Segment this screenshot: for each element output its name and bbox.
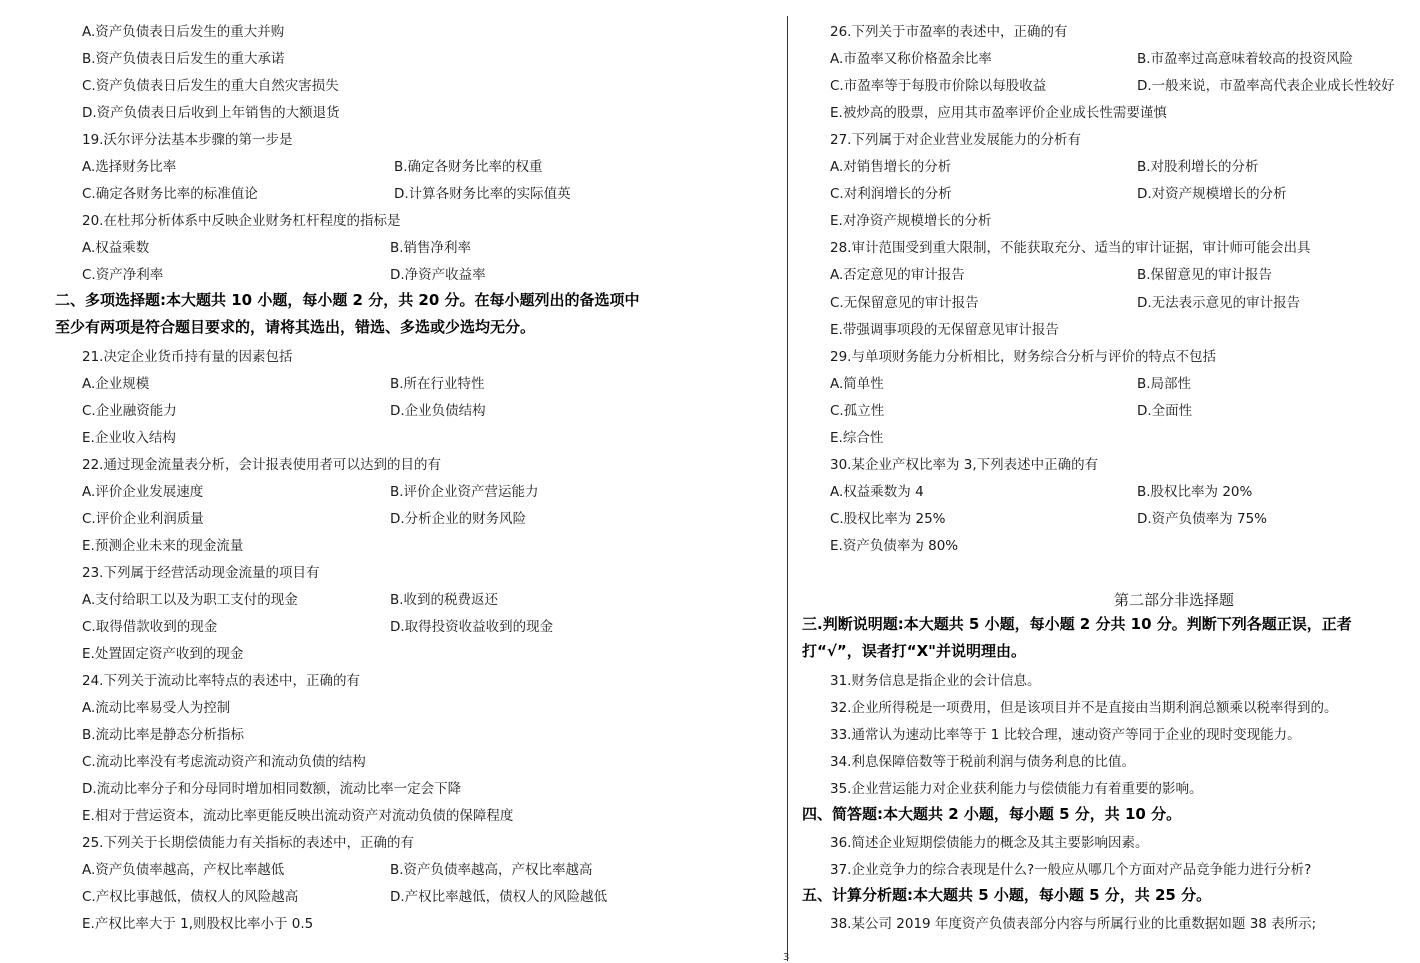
q24-option-d: D.流动比率分子和分母同时增加相同数额，流动比率一定会下降 — [82, 781, 462, 797]
q25-option-d: D.产权比率越低，债权人的风险越低 — [390, 889, 608, 905]
q20-option-b: B.销售净利率 — [390, 240, 472, 256]
page-number: 3 — [783, 952, 790, 963]
q21-option-a: A.企业规模 — [82, 376, 150, 392]
q22-option-c: C.评价企业利润质量 — [82, 511, 204, 527]
q29-option-a: A.简单性 — [830, 376, 884, 392]
question-20: 20.在杜邦分析体系中反映企业财务杠杆程度的指标是 — [82, 213, 401, 229]
q25-option-a: A.资产负债率越高，产权比率越低 — [82, 862, 285, 878]
q19-option-c: C.确定各财务比率的标准值论 — [82, 186, 258, 202]
column-divider — [787, 16, 788, 961]
q23-option-d: D.取得投资收益收到的现金 — [390, 619, 554, 635]
q23-option-c: C.取得借款收到的现金 — [82, 619, 218, 635]
q28-option-a: A.否定意见的审计报告 — [830, 267, 965, 283]
q27-option-d: D.对资产规模增长的分析 — [1137, 186, 1287, 202]
q18-option-c: C.资产负债表日后发生的重大自然灾害损失 — [82, 78, 339, 94]
section-2-heading-line2: 至少有两项是符合题目要求的，请将其选出，错选、多选或少选均无分。 — [55, 318, 536, 336]
q30-option-b: B.股权比率为 20% — [1137, 484, 1253, 500]
q23-option-b: B.收到的税费返还 — [390, 592, 499, 608]
q22-option-d: D.分析企业的财务风险 — [390, 511, 527, 527]
section-5-heading: 五、计算分析题:本大题共 5 小题，每小题 5 分，共 25 分。 — [802, 886, 1212, 904]
q30-option-e: E.资产负债率为 80% — [830, 538, 959, 554]
q25-option-c: C.产权比事越低，债权人的风险越高 — [82, 889, 299, 905]
question-23: 23.下列属于经营活动现金流量的项目有 — [82, 565, 320, 581]
question-27: 27.下列属于对企业营业发展能力的分析有 — [830, 132, 1081, 148]
q25-option-e: E.产权比率大于 1,则股权比率小于 0.5 — [82, 916, 314, 932]
q24-option-e: E.相对于营运资本，流动比率更能反映出流动资产对流动负债的保障程度 — [82, 808, 514, 824]
q23-option-a: A.支付给职工以及为职工支付的现金 — [82, 592, 298, 608]
q27-option-c: C.对利润增长的分析 — [830, 186, 952, 202]
q28-option-c: C.无保留意见的审计报告 — [830, 295, 979, 311]
q28-option-d: D.无法表示意见的审计报告 — [1137, 295, 1301, 311]
q24-option-c: C.流动比率没有考虑流动资产和流动负债的结构 — [82, 754, 366, 770]
q19-option-d: D.计算各财务比率的实际值英 — [394, 186, 571, 202]
q27-option-b: B.对股利增长的分析 — [1137, 159, 1259, 175]
question-24: 24.下列关于流动比率特点的表述中，正确的有 — [82, 673, 360, 689]
q18-option-b: B.资产负债表日后发生的重大承诺 — [82, 51, 285, 67]
q26-option-e: E.被炒高的股票，应用其市盈率评价企业成长性需要谨慎 — [830, 105, 1167, 121]
question-25: 25.下列关于长期偿债能力有关指标的表述中，正确的有 — [82, 835, 414, 851]
q20-option-c: C.资产净利率 — [82, 267, 164, 283]
q26-option-b: B.市盈率过高意味着较高的投资风险 — [1137, 51, 1354, 67]
q24-option-b: B.流动比率是静态分析指标 — [82, 727, 245, 743]
question-38: 38.某公司 2019 年度资产负债表部分内容与所属行业的比重数据如题 38 表所示; — [830, 916, 1317, 932]
q30-option-c: C.股权比率为 25% — [830, 511, 946, 527]
q28-option-e: E.带强调事项段的无保留意见审计报告 — [830, 322, 1059, 338]
section-3-heading-line2: 打“√”，误者打“X"并说明理由。 — [802, 642, 1026, 660]
q19-option-b: B.确定各财务比率的权重 — [394, 159, 543, 175]
q22-option-a: A.评价企业发展速度 — [82, 484, 204, 500]
question-35: 35.企业营运能力对企业获利能力与偿债能力有着重要的影响。 — [830, 781, 1203, 797]
q27-option-a: A.对销售增长的分析 — [830, 159, 952, 175]
question-32: 32.企业所得税是一项费用，但是该项目并不是直接由当期利润总额乘以税率得到的。 — [830, 700, 1338, 716]
question-33: 33.通常认为速动比率等于 1 比较合理，速动资产等同于企业的现时变现能力。 — [830, 727, 1301, 743]
q23-option-e: E.处置固定资产收到的现金 — [82, 646, 244, 662]
question-36: 36.简述企业短期偿债能力的概念及其主要影响因素。 — [830, 835, 1149, 851]
q21-option-e: E.企业收入结构 — [82, 430, 176, 446]
q21-option-c: C.企业融资能力 — [82, 403, 177, 419]
question-37: 37.企业竞争力的综合表现是什么?一般应从哪几个方面对产品竞争能力进行分析? — [830, 862, 1312, 878]
q18-option-d: D.资产负债表日后收到上年销售的大额退货 — [82, 105, 340, 121]
q22-option-b: B.评价企业资产营运能力 — [390, 484, 539, 500]
q25-option-b: B.资产负债率越高，产权比率越高 — [390, 862, 593, 878]
q21-option-b: B.所在行业特性 — [390, 376, 485, 392]
section-4-heading: 四、简答题:本大题共 2 小题，每小题 5 分，共 10 分。 — [802, 805, 1182, 823]
q30-option-d: D.资产负债率为 75% — [1137, 511, 1267, 527]
question-19: 19.沃尔评分法基本步骤的第一步是 — [82, 132, 293, 148]
q29-option-b: B.局部性 — [1137, 376, 1192, 392]
q20-option-a: A.权益乘数 — [82, 240, 150, 256]
q28-option-b: B.保留意见的审计报告 — [1137, 267, 1273, 283]
question-22: 22.通过现金流量表分析，会计报表使用者可以达到的目的有 — [82, 457, 441, 473]
question-30: 30.某企业产权比率为 3,下列表述中正确的有 — [830, 457, 1099, 473]
question-34: 34.利息保障倍数等于税前利润与债务利息的比值。 — [830, 754, 1135, 770]
q27-option-e: E.对净资产规模增长的分析 — [830, 213, 992, 229]
section-2-heading-line1: 二、多项选择题:本大题共 10 小题，每小题 2 分，共 20 分。在每小题列出的备选项中 — [55, 291, 640, 309]
question-28: 28.审计范围受到重大限制，不能获取充分、适当的审计证据，审计师可能会出具 — [830, 240, 1311, 256]
q24-option-a: A.流动比率易受人为控制 — [82, 700, 231, 716]
question-21: 21.决定企业货币持有量的因素包括 — [82, 349, 293, 365]
q26-option-d: D.一般来说，市盈率高代表企业成长性较好 — [1137, 78, 1395, 94]
question-26: 26.下列关于市盈率的表述中，正确的有 — [830, 24, 1068, 40]
q29-option-c: C.孤立性 — [830, 403, 885, 419]
q30-option-a: A.权益乘数为 4 — [830, 484, 924, 500]
part-2-title: 第二部分非选择题 — [1114, 591, 1235, 609]
q20-option-d: D.净资产收益率 — [390, 267, 486, 283]
q22-option-e: E.预测企业未来的现金流量 — [82, 538, 244, 554]
q29-option-d: D.全面性 — [1137, 403, 1193, 419]
q26-option-c: C.市盈率等于每股市价除以每股收益 — [830, 78, 1047, 94]
section-3-heading-line1: 三.判断说明题:本大题共 5 小题，每小题 2 分共 10 分。判断下列各题正误，正者 — [802, 615, 1352, 633]
q26-option-a: A.市盈率又称价格盈余比率 — [830, 51, 992, 67]
q21-option-d: D.企业负债结构 — [390, 403, 486, 419]
q19-option-a: A.选择财务比率 — [82, 159, 177, 175]
q29-option-e: E.综合性 — [830, 430, 884, 446]
q18-option-a: A.资产负债表日后发生的重大并购 — [82, 24, 285, 40]
question-29: 29.与单项财务能力分析相比，财务综合分析与评价的特点不包括 — [830, 349, 1216, 365]
question-31: 31.财务信息是指企业的会计信息。 — [830, 673, 1041, 689]
